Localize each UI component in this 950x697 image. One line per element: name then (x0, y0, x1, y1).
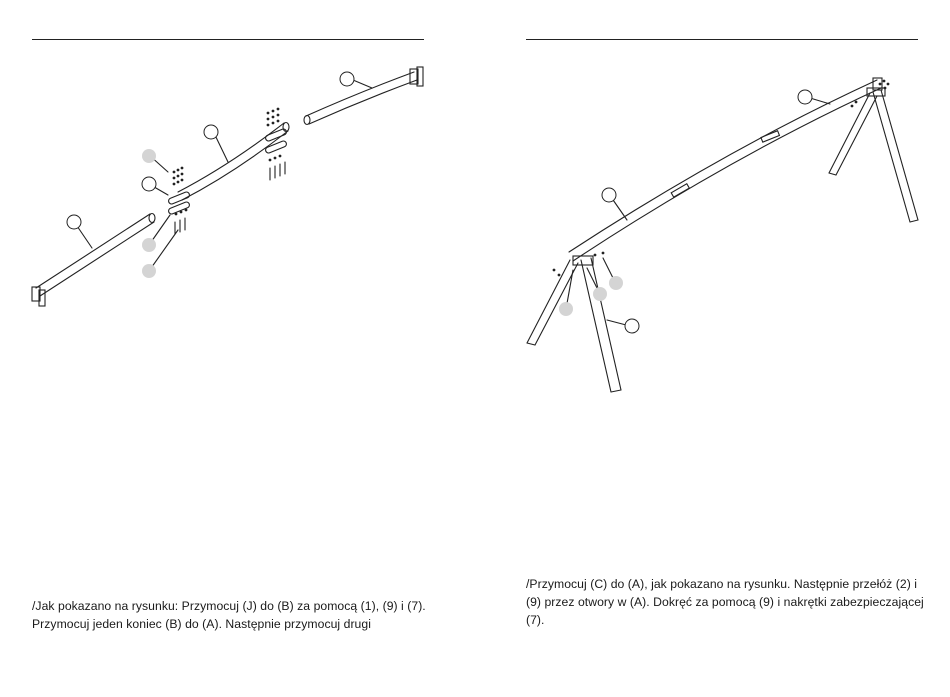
callout-circle (602, 188, 616, 202)
callout-circle (798, 90, 812, 104)
right-assembly-diagram (475, 0, 950, 420)
callout-circle-gray (609, 276, 623, 290)
callout-circle (67, 215, 81, 229)
right-instruction-text: /Przymocuj (C) do (A), jak pokazano na rysunku. Następnie przełóż (2) i (9) przez otwory w (A). Dokręć za pomocą (9) i nakrętki zabezpieczającej (7). (526, 577, 924, 627)
left-instruction-text: /Jak pokazano na rysunku: Przymocuj (J) do (B) za pomocą (1), (9) i (7). Przymocuj jeden koniec (B) do (A). Następnie przymocuj drugi (32, 599, 426, 631)
callout-circle (340, 72, 354, 86)
callout-circle-gray (593, 287, 607, 301)
callout-circle-gray (559, 302, 573, 316)
callout-circle (204, 125, 218, 139)
callout-circle-gray (142, 264, 156, 278)
callout-circle (142, 177, 156, 191)
left-assembly-diagram (0, 0, 475, 320)
callout-circle (625, 319, 639, 333)
callout-circle-gray (142, 238, 156, 252)
callout-circle-gray (142, 149, 156, 163)
